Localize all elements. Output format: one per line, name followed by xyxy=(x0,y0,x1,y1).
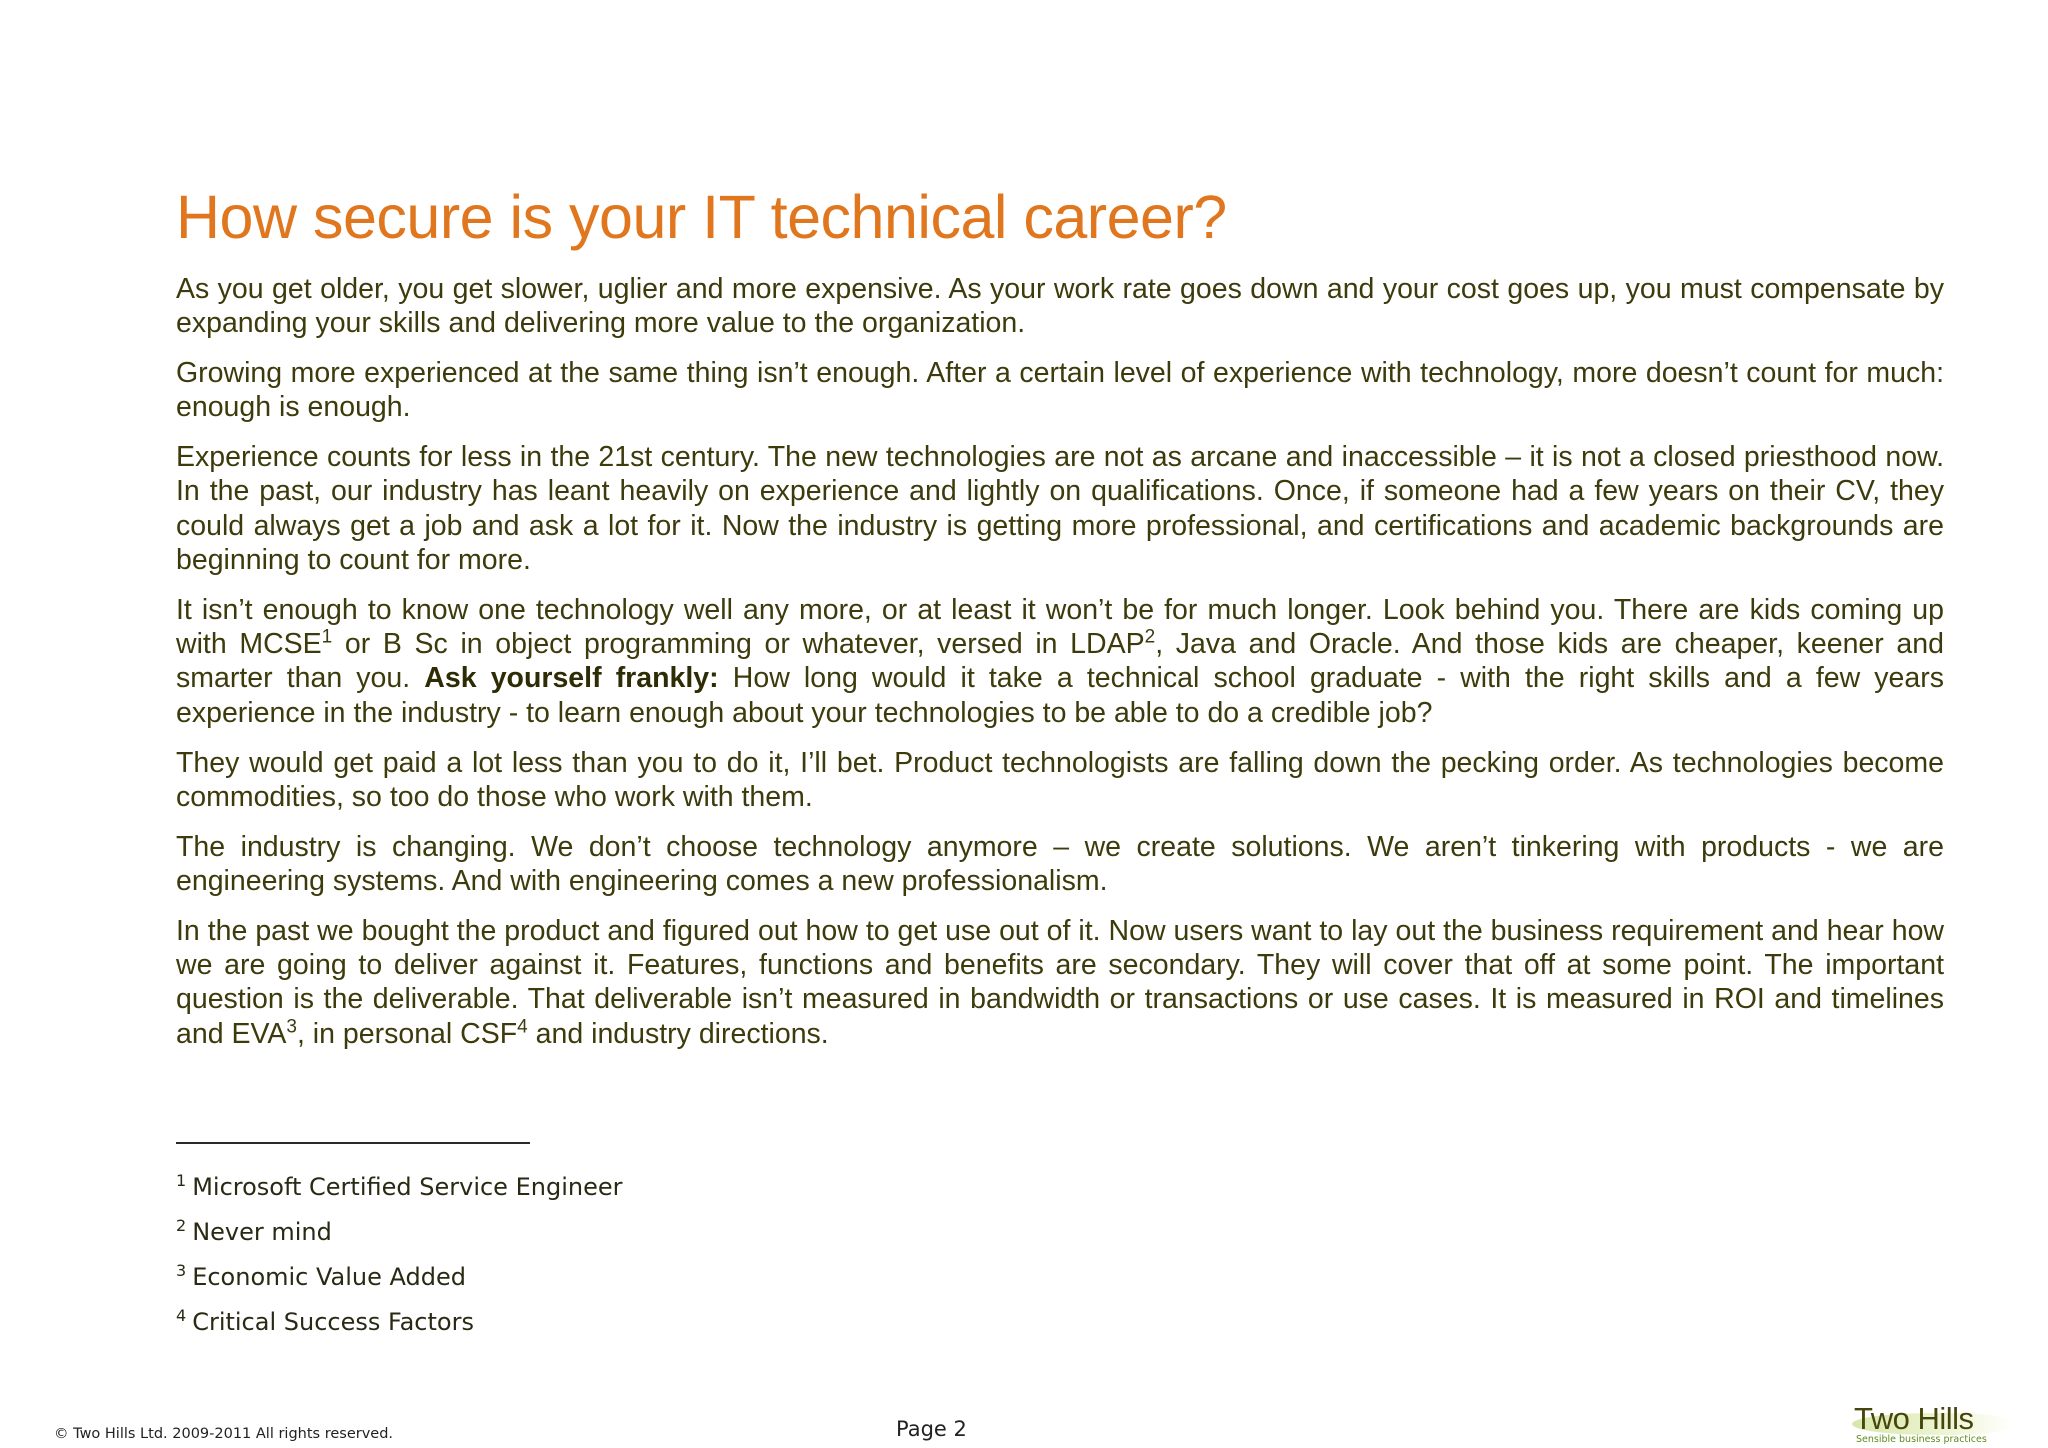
paragraph: Experience counts for less in the 21st century. The new technologies are not as arcane and inaccessible – it is not a closed priesthood now. In the past, our industry has leant heavily on experience and lightly on qualifications. Once, if someone had a few years on their CV, they could always get a job and ask a lot for it. Now the industry is getting more professional, and certifications and academic backgrounds are beginning to count for more. xyxy=(176,441,1944,577)
paragraph xyxy=(176,914,1944,1051)
paragraph: They would get paid a lot less than you to do it, I’ll bet. Product technologists are falling down the pecking order. As technologies become commodities, so too do those who work with them. xyxy=(176,746,1944,813)
footnote-number: 1 xyxy=(176,1171,187,1190)
copyright-notice: © Two Hills Ltd. 2009-2011 All rights reserved. xyxy=(54,1426,394,1442)
text-run: How long would it take a technical school graduate - with the right skills and a few years experience in the industry - to learn enough about your technologies to be able to do a credible job? xyxy=(176,662,1944,729)
footnotes xyxy=(176,1170,622,1350)
footnote-ref[interactable]: 1 xyxy=(321,626,333,648)
footnote-text: Economic Value Added xyxy=(192,1263,466,1291)
two-hills-logo xyxy=(1852,1401,2012,1445)
footnote-divider xyxy=(176,1142,530,1144)
text-run: It isn’t enough to know one technology well any more, or at least it won’t be for much longer. Look behind you. There are kids coming up with MCSE xyxy=(176,593,1944,661)
page-number: Page 2 xyxy=(896,1417,967,1441)
page-title: How secure is your IT technical career? xyxy=(176,183,1227,251)
footnote xyxy=(176,1305,622,1350)
text-run: and industry directions. xyxy=(527,1017,829,1050)
footnote-ref[interactable]: 4 xyxy=(517,1016,528,1038)
logo-name: Two Hills xyxy=(1854,1401,1974,1436)
text-run: , in personal CSF xyxy=(296,1017,518,1050)
paragraph: As you get older, you get slower, uglier and more expensive. As your work rate goes down and your cost goes up, you must compensate by expanding your skills and delivering more value to the organization. xyxy=(176,273,1944,340)
footnote xyxy=(176,1170,622,1215)
text-run: In the past we bought the product and figured out how to get use out of it. Now users want to lay out the business requirement and hear how we are going to deliver against it. Features, functions and benefits are secondary. They will cover that off at some point. The important question is the deliverable. That deliverable isn’t measured in bandwidth or transactions or use cases. It is measured in ROI and timelines and EVA xyxy=(176,914,1944,1050)
paragraph: The industry is changing. We don’t choose technology anymore – we create solutions. We aren’t tinkering with products - we are engineering systems. And with engineering comes a new professionalism. xyxy=(176,830,1944,897)
footnote xyxy=(176,1215,622,1260)
footnote-ref[interactable]: 3 xyxy=(286,1016,297,1038)
footnote-text: Microsoft Certified Service Engineer xyxy=(192,1173,623,1201)
paragraph: Growing more experienced at the same thing isn’t enough. After a certain level of experience with technology, more doesn’t count for much: enough is enough. xyxy=(176,357,1944,424)
footnote-number: 3 xyxy=(176,1261,187,1280)
logo-tagline: Sensible business practices xyxy=(1856,1434,1987,1445)
paragraph xyxy=(176,593,1944,730)
footnote-number: 4 xyxy=(176,1306,187,1325)
emphasis-text: Ask yourself frankly: xyxy=(424,662,719,695)
footnote-number: 2 xyxy=(176,1216,187,1235)
footnote xyxy=(176,1260,622,1305)
footnote-text: Critical Success Factors xyxy=(192,1308,474,1336)
article-body xyxy=(176,272,1944,1066)
footnote-ref[interactable]: 2 xyxy=(1144,626,1156,648)
footnote-text: Never mind xyxy=(192,1218,332,1246)
text-run: , Java and Oracle. And those kids are cheaper, keener and smarter than you. xyxy=(176,628,1944,695)
text-run: or B Sc in object programming or whatever, versed in LDAP xyxy=(332,628,1145,661)
